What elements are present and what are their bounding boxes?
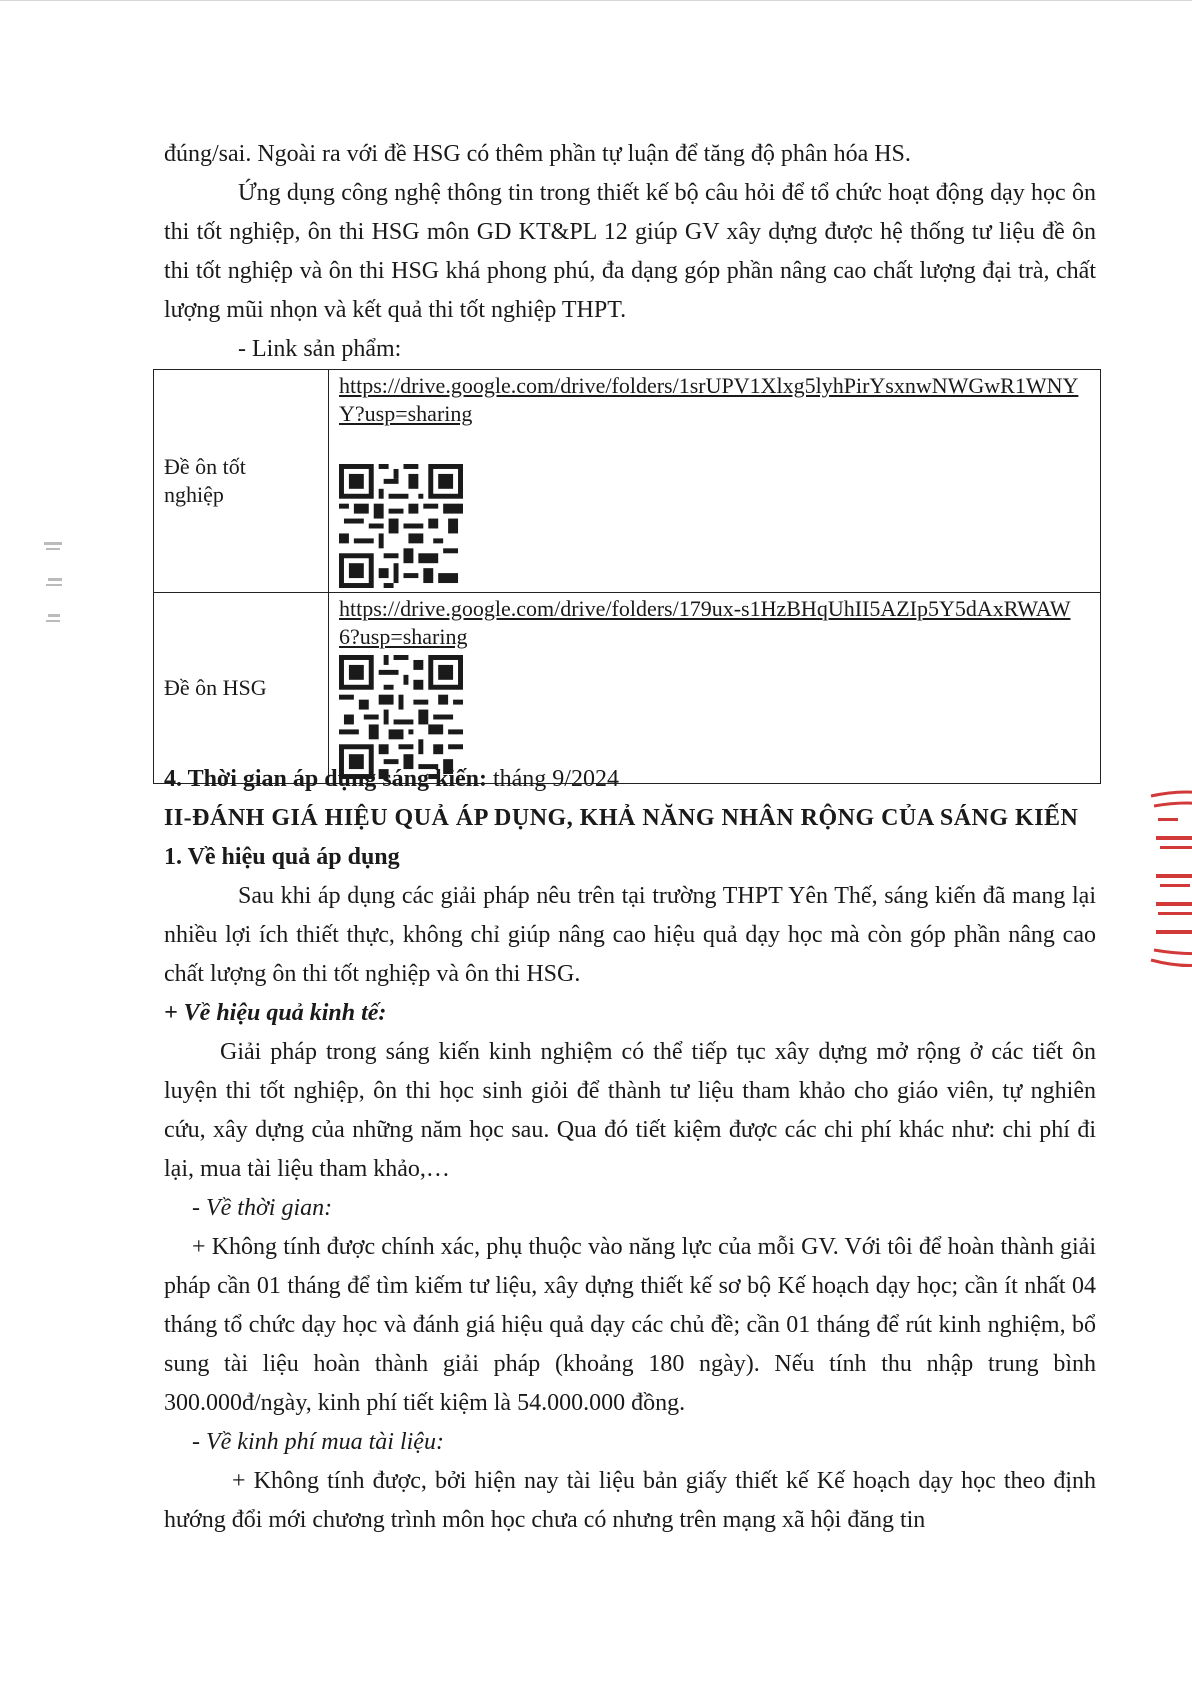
time-paragraph: + Không tính được chính xác, phụ thuộc vào năng lực của mỗi GV. Với tôi để hoàn thành giải pháp cần 01 tháng để tìm kiếm tư liệu, xây dựng thiết kế sơ bộ Kế hoạch dạy học; cần ít nhất 04 tháng tổ chức dạy học và đánh giá hiệu quả dạy các chủ đề; cần 01 tháng để rút kinh nghiệm, bổ sung tài liệu hoàn thành giải pháp (khoảng 180 ngày). Nếu tính thu nhập trung bình 300.000đ/ngày, kinh phí tiết kiệm là 54.000.000 đồng. <box>164 1234 1096 1416</box>
cost-heading: - Về kinh phí mua tài liệu: <box>192 1429 444 1455</box>
page-top-edge <box>0 0 1192 1</box>
qr-code-icon <box>339 464 463 588</box>
table-row <box>154 593 1101 784</box>
drive-link-tot-nghiep[interactable]: https://drive.google.com/drive/folders/1srUPV1Xlxg5lyhPirYsxnwNWGwR1WNYY?usp=sharing <box>339 373 1079 426</box>
paragraph-link-label: - Link sản phẩm: <box>238 336 402 362</box>
paragraph-ict: Ứng dụng công nghệ thông tin trong thiết kế bộ câu hỏi để tổ chức hoạt động dạy học ôn thi tốt nghiệp, ôn thi HSG môn GD KT&PL 12 giúp GV xây dựng được hệ thống tư liệu đề ôn thi tốt nghiệp và ôn thi HSG khá phong phú, đa dạng góp phần nâng cao chất lượng đại trà, chất lượng mũi nhọn và kết quả thi tốt nghiệp THPT. <box>164 180 1096 323</box>
table-row <box>154 370 1101 593</box>
table-cell-label <box>154 370 329 593</box>
section-4-label: 4. Thời gian áp dụng sáng kiến: <box>164 766 487 792</box>
paragraph-continuation: đúng/sai. Ngoài ra với đề HSG có thêm phần tự luận để tăng độ phân hóa HS. <box>164 141 911 167</box>
econ-heading: + Về hiệu quả kinh tế: <box>164 1000 387 1026</box>
section-4-value: tháng 9/2024 <box>486 766 619 792</box>
lower-text-block <box>164 760 1096 1540</box>
official-stamp <box>1148 790 1192 990</box>
row-label-tot-nghiep: Đề ôn tốt nghiệp <box>164 454 246 507</box>
drive-link-hsg[interactable]: https://drive.google.com/drive/folders/179ux-s1HzBHqUhII5AZIp5Y5dAxRWAW6?usp=sharing <box>339 596 1071 649</box>
time-heading: - Về thời gian: <box>192 1195 333 1221</box>
table-cell-link <box>329 593 1101 784</box>
scan-marks <box>40 540 80 630</box>
row-label-hsg: Đề ôn HSG <box>164 675 267 700</box>
subsection-1-heading: 1. Về hiệu quả áp dụng <box>164 844 400 870</box>
table-cell-label <box>154 593 329 784</box>
cost-paragraph: + Không tính được, bởi hiện nay tài liệu bản giấy thiết kế Kế hoạch dạy học theo định hướng đổi mới chương trình môn học chưa có nhưng trên mạng xã hội đăng tin <box>164 1468 1096 1533</box>
section-4-line <box>164 760 1096 799</box>
product-link-table <box>153 369 1101 784</box>
top-text-block <box>164 135 1096 369</box>
econ-paragraph: Giải pháp trong sáng kiến kinh nghiệm có thể tiếp tục xây dựng mở rộng ở các tiết ôn luyện thi tốt nghiệp, ôn thi học sinh giỏi để thành tư liệu tham khảo cho giáo viên, tự nghiên cứu, xây dựng của những năm học sau. Qua đó tiết kiệm được các chi phí khác như: chi phí đi lại, mua tài liệu tham khảo,… <box>164 1039 1096 1182</box>
section-II-heading: II-ĐÁNH GIÁ HIỆU QUẢ ÁP DỤNG, KHẢ NĂNG NHÂN RỘNG CỦA SÁNG KIẾN <box>164 805 1079 831</box>
subsection-1-paragraph: Sau khi áp dụng các giải pháp nêu trên tại trường THPT Yên Thế, sáng kiến đã mang lại nhiều lợi ích thiết thực, không chỉ giúp nâng cao hiệu quả dạy học mà còn góp phần nâng cao chất lượng ôn thi tốt nghiệp và ôn thi HSG. <box>164 883 1096 987</box>
table-cell-link <box>329 370 1101 593</box>
